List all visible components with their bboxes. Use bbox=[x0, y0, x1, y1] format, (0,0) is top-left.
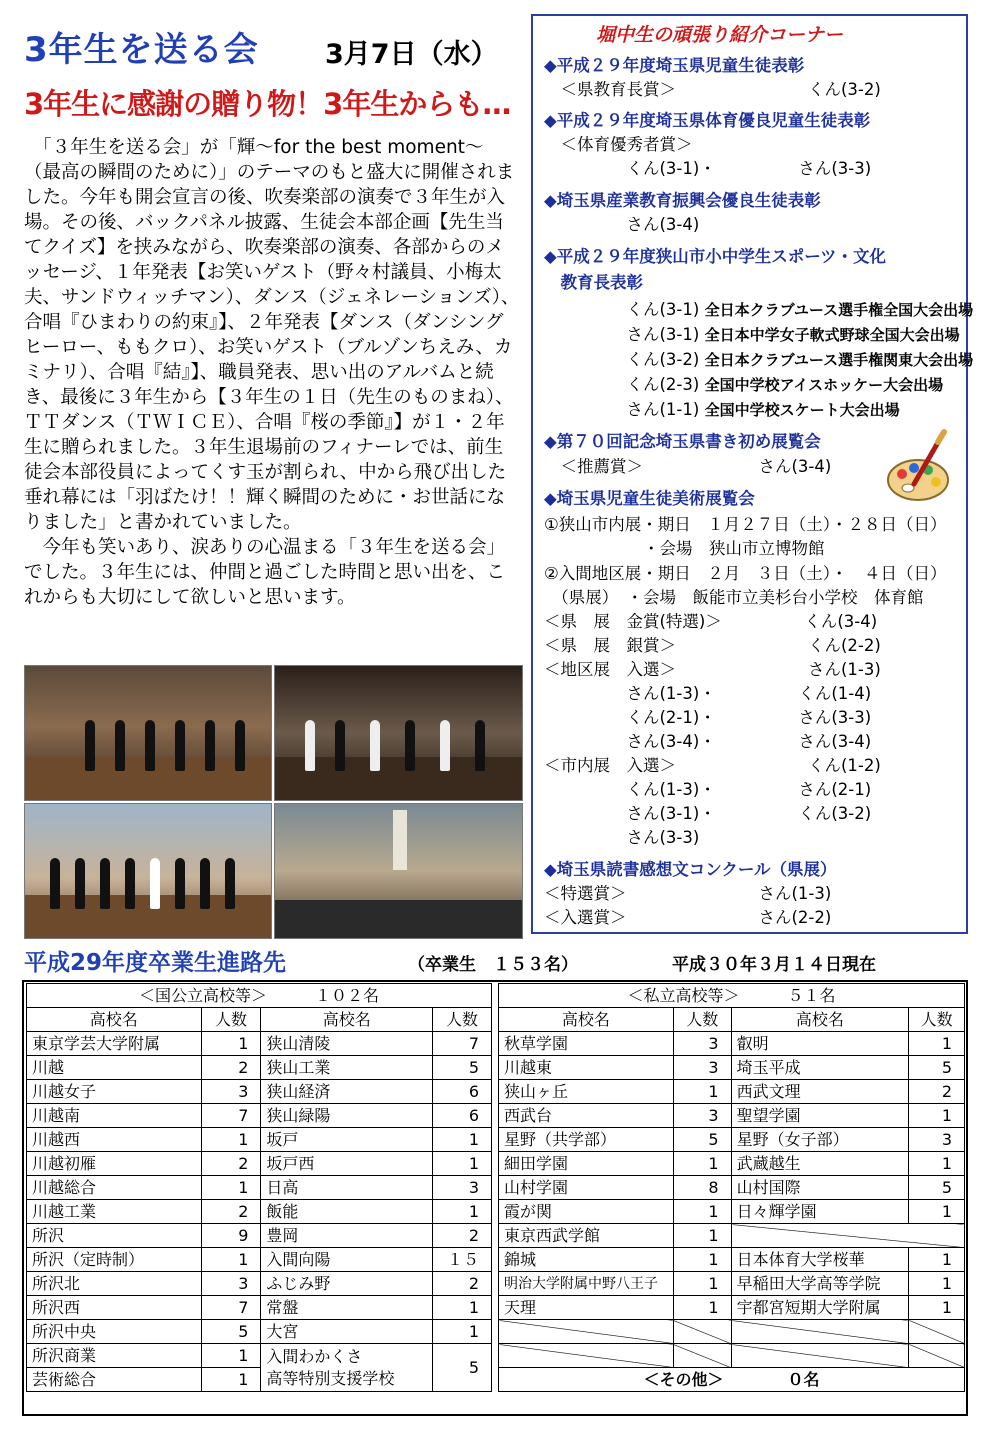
student-count: 1 bbox=[433, 1200, 492, 1224]
student-count: 3 bbox=[673, 1056, 731, 1080]
school-name: 川越南 bbox=[27, 1104, 202, 1128]
school-name: 所沢 bbox=[27, 1224, 202, 1248]
student-count: 1 bbox=[673, 1296, 731, 1320]
award-line: くん(3-2) 全日本クラブユース選手権関東大会出場 bbox=[544, 350, 974, 369]
student-count: 1 bbox=[909, 1248, 965, 1272]
table-row bbox=[499, 1344, 965, 1368]
award-line: さん(3-1)・ くん(3-2) bbox=[544, 804, 872, 823]
student-count: 2 bbox=[201, 1152, 261, 1176]
student-count: 1 bbox=[433, 1320, 492, 1344]
empty-cell bbox=[673, 1320, 731, 1344]
student-count: 1 bbox=[909, 1104, 965, 1128]
student-count: 9 bbox=[201, 1224, 261, 1248]
student-count: 1 bbox=[673, 1152, 731, 1176]
student-count: 1 bbox=[673, 1080, 731, 1104]
award-line: さん(3-3) bbox=[544, 828, 700, 847]
award-heading: ◆平成２９年度狭山市小中学生スポーツ・文化 bbox=[544, 247, 887, 266]
school-name: 早稲田大学高等学院 bbox=[731, 1272, 909, 1296]
school-name: 聖望学園 bbox=[731, 1104, 909, 1128]
table-row bbox=[27, 1032, 492, 1056]
school-name: 入間向陽 bbox=[261, 1248, 433, 1272]
student-count: 1 bbox=[909, 1152, 965, 1176]
award-heading: ◆埼玉県読書感想文コンクール（県展） bbox=[544, 860, 837, 879]
award-line: くん(1-3)・ さん(2-1) bbox=[544, 780, 872, 799]
school-name: 西武文理 bbox=[731, 1080, 909, 1104]
column-count: 人数 bbox=[673, 1008, 731, 1032]
student-count: 6 bbox=[433, 1080, 492, 1104]
award-line: ＜県教育長賞＞ くん(3-2) bbox=[544, 80, 881, 99]
award-line: さん(3-4)・ さん(3-4) bbox=[544, 732, 872, 751]
award-line: ＜市内展 入選＞ くん(1-2) bbox=[544, 756, 881, 775]
student-count: 8 bbox=[673, 1176, 731, 1200]
student-count: 6 bbox=[433, 1104, 492, 1128]
award-heading: 教育長表彰 bbox=[544, 273, 643, 292]
award-line: くん(2-1)・ さん(3-3) bbox=[544, 708, 872, 727]
table-row bbox=[499, 1056, 965, 1080]
school-name: 坂戸 bbox=[261, 1128, 433, 1152]
award-heading: ◆埼玉県産業教育振興会優良生徒表彰 bbox=[544, 191, 821, 210]
school-name: 狭山ヶ丘 bbox=[499, 1080, 674, 1104]
award-line: くん(2-3) 全国中学校アイスホッケー大会出場 bbox=[544, 375, 944, 394]
school-name: 狭山緑陽 bbox=[261, 1104, 433, 1128]
student-count: 1 bbox=[433, 1128, 492, 1152]
table-row bbox=[27, 1248, 492, 1272]
table-row bbox=[27, 1104, 492, 1128]
award-line: さん(3-1) 全日本中学女子軟式野球全国大会出場 bbox=[544, 325, 960, 344]
award-line: ＜特選賞＞ さん(1-3) bbox=[544, 884, 832, 903]
table-row bbox=[499, 1152, 965, 1176]
school-name: 埼玉平成 bbox=[731, 1056, 909, 1080]
school-name: 武蔵越生 bbox=[731, 1152, 909, 1176]
empty-cell bbox=[731, 1320, 909, 1344]
column-count: 人数 bbox=[201, 1008, 261, 1032]
school-name: 常盤 bbox=[261, 1296, 433, 1320]
school-name: 所沢（定時制） bbox=[27, 1248, 202, 1272]
student-count: 1 bbox=[673, 1248, 731, 1272]
award-line: くん(3-1) 全日本クラブユース選手権全国大会出場 bbox=[544, 300, 974, 319]
event-photo-1 bbox=[24, 665, 272, 801]
student-count: 1 bbox=[201, 1248, 261, 1272]
table-row bbox=[499, 1104, 965, 1128]
empty-cell bbox=[909, 1320, 965, 1344]
article-title: 3年生を送る会 bbox=[24, 30, 259, 70]
school-name: 明治大学附属中野八王子 bbox=[499, 1272, 674, 1296]
school-name: ふじみ野 bbox=[261, 1272, 433, 1296]
school-name: 大宮 bbox=[261, 1320, 433, 1344]
empty-cell bbox=[731, 1224, 964, 1248]
school-name: 霞が関 bbox=[499, 1200, 674, 1224]
table-row bbox=[499, 1176, 965, 1200]
table-row bbox=[499, 1272, 965, 1296]
school-name: 川越工業 bbox=[27, 1200, 202, 1224]
student-count: 3 bbox=[201, 1080, 261, 1104]
school-name: 錦城 bbox=[499, 1248, 674, 1272]
school-name: 秋草学園 bbox=[499, 1032, 674, 1056]
school-name: 狭山工業 bbox=[261, 1056, 433, 1080]
student-count: 1 bbox=[201, 1032, 261, 1056]
paint-palette-icon bbox=[884, 428, 956, 504]
award-line: ②入間地区展・期日 ２月 ３日（土）・ ４日（日） bbox=[544, 564, 947, 583]
student-count: １５ bbox=[433, 1248, 492, 1272]
student-count: 1 bbox=[673, 1200, 731, 1224]
student-count: 5 bbox=[433, 1344, 492, 1392]
award-line: ＜体育優秀者賞＞ bbox=[544, 135, 693, 154]
award-line: ＜県 展 金賞(特選)＞ くん(3-4) bbox=[544, 612, 878, 631]
student-count: 7 bbox=[433, 1032, 492, 1056]
student-count: 1 bbox=[433, 1152, 492, 1176]
student-count: 3 bbox=[673, 1104, 731, 1128]
public-header: ＜国公立高校等＞ １０２名 bbox=[27, 984, 492, 1008]
school-name: 川越東 bbox=[499, 1056, 674, 1080]
corner-title: 堀中生の頑張り紹介コーナー bbox=[596, 24, 844, 46]
banner-icon bbox=[393, 810, 407, 870]
empty-cell bbox=[673, 1344, 731, 1368]
school-name: 所沢西 bbox=[27, 1296, 202, 1320]
student-count: 7 bbox=[201, 1296, 261, 1320]
student-count: 3 bbox=[909, 1128, 965, 1152]
school-name: 星野（女子部） bbox=[731, 1128, 909, 1152]
empty-cell bbox=[909, 1344, 965, 1368]
article-date: 3月7日（水） bbox=[325, 39, 498, 70]
table-row bbox=[27, 1176, 492, 1200]
table-row bbox=[499, 1080, 965, 1104]
event-photo-2 bbox=[274, 665, 523, 801]
empty-cell bbox=[499, 1320, 674, 1344]
school-name: 細田学園 bbox=[499, 1152, 674, 1176]
graduate-count: （卒業生 １５３名） bbox=[408, 955, 578, 975]
table-row bbox=[27, 1152, 492, 1176]
school-name: 日高 bbox=[261, 1176, 433, 1200]
award-line: さん(3-4) bbox=[544, 215, 700, 234]
school-name: 川越 bbox=[27, 1056, 202, 1080]
school-name: 川越女子 bbox=[27, 1080, 202, 1104]
school-name bbox=[261, 1344, 433, 1392]
column-school: 高校名 bbox=[499, 1008, 674, 1032]
table-row bbox=[27, 1056, 492, 1080]
school-name: 川越総合 bbox=[27, 1176, 202, 1200]
school-name: 日々輝学園 bbox=[731, 1200, 909, 1224]
award-line: ・会場 狭山市立博物館 bbox=[544, 539, 825, 558]
school-name: 飯能 bbox=[261, 1200, 433, 1224]
student-count: 2 bbox=[433, 1272, 492, 1296]
school-name: 宇都宮短期大学附属 bbox=[731, 1296, 909, 1320]
student-count: 1 bbox=[201, 1344, 261, 1368]
student-count: 1 bbox=[673, 1272, 731, 1296]
award-heading: ◆第７０回記念埼玉県書き初め展覧会 bbox=[544, 432, 821, 451]
article-subtitle: 3年生に感謝の贈り物！3年生からも… bbox=[24, 87, 511, 121]
award-heading: ◆埼玉県児童生徒美術展覧会 bbox=[544, 489, 755, 508]
student-count: 5 bbox=[909, 1176, 965, 1200]
award-line: ①狭山市内展・期日 １月２７日（土）・２８日（日） bbox=[544, 515, 947, 534]
student-count: 1 bbox=[673, 1224, 731, 1248]
school-name: 川越西 bbox=[27, 1128, 202, 1152]
school-name: 芸術総合 bbox=[27, 1368, 202, 1392]
column-school: 高校名 bbox=[731, 1008, 909, 1032]
school-name: 天理 bbox=[499, 1296, 674, 1320]
school-name: 狭山経済 bbox=[261, 1080, 433, 1104]
column-school: 高校名 bbox=[27, 1008, 202, 1032]
table-row bbox=[27, 1296, 492, 1320]
award-line: ＜推薦賞＞ さん(3-4) bbox=[544, 457, 832, 476]
career-title: 平成29年度卒業生進路先 bbox=[24, 950, 287, 976]
student-count: 3 bbox=[201, 1272, 261, 1296]
student-count: 1 bbox=[909, 1032, 965, 1056]
school-name: 坂戸西 bbox=[261, 1152, 433, 1176]
student-count: 3 bbox=[673, 1032, 731, 1056]
school-name: 所沢北 bbox=[27, 1272, 202, 1296]
table-row bbox=[27, 1200, 492, 1224]
column-school: 高校名 bbox=[261, 1008, 433, 1032]
school-name: 叡明 bbox=[731, 1032, 909, 1056]
student-count: 7 bbox=[201, 1104, 261, 1128]
student-count: 2 bbox=[201, 1200, 261, 1224]
award-heading: ◆平成２９年度埼玉県児童生徒表彰 bbox=[544, 56, 805, 75]
school-name-line: 入間わかくさ bbox=[266, 1346, 363, 1366]
student-count: 1 bbox=[909, 1296, 965, 1320]
table-row bbox=[27, 1272, 492, 1296]
student-count: 3 bbox=[433, 1176, 492, 1200]
school-name: 山村国際 bbox=[731, 1176, 909, 1200]
award-line: （県展） ・会場 飯能市立美杉台小学校 体育館 bbox=[544, 588, 924, 607]
table-row bbox=[499, 1320, 965, 1344]
award-line: さん(1-3)・ くん(1-4) bbox=[544, 684, 872, 703]
school-name-line: 高等特別支援学校 bbox=[266, 1368, 395, 1388]
student-count: 1 bbox=[909, 1272, 965, 1296]
table-row bbox=[27, 1224, 492, 1248]
award-line: ＜入選賞＞ さん(2-2) bbox=[544, 908, 832, 927]
school-name: 豊岡 bbox=[261, 1224, 433, 1248]
table-row bbox=[27, 1344, 492, 1368]
award-event: 全国中学校アイスホッケー大会出場 bbox=[704, 376, 944, 394]
school-name: 山村学園 bbox=[499, 1176, 674, 1200]
award-heading: ◆平成２９年度埼玉県体育優良児童生徒表彰 bbox=[544, 111, 871, 130]
other-count: ＜その他＞ ０名 bbox=[499, 1368, 965, 1392]
table-row bbox=[499, 1032, 965, 1056]
school-name: 日本体育大学桜華 bbox=[731, 1248, 909, 1272]
school-name: 狭山清陵 bbox=[261, 1032, 433, 1056]
student-count: 1 bbox=[201, 1176, 261, 1200]
school-name: 東京西武学館 bbox=[499, 1224, 674, 1248]
table-row bbox=[499, 1200, 965, 1224]
student-count: 1 bbox=[201, 1128, 261, 1152]
school-name: 東京学芸大学附属 bbox=[27, 1032, 202, 1056]
award-event: 全日本中学女子軟式野球全国大会出場 bbox=[704, 326, 960, 344]
student-count: 1 bbox=[433, 1296, 492, 1320]
public-schools-table bbox=[26, 983, 492, 1392]
student-count: 2 bbox=[201, 1056, 261, 1080]
article-body: 「３年生を送る会」が「輝～for the best moment～（最高の瞬間のために）」のテーマのもと盛大に開催されました。今年も開会宣言の後、吹奏楽部の演奏で３年生が入場。その後、バックパネル披露、生徒会本部企画【先生当てクイズ】を挟みながら、吹奏楽部の演奏、各部からのメッセージ、１年発表【お笑いゲスト（野々村議員、小梅太夫、サンドウィッチマン）、ダンス（ジェネレーションズ）、合唱『ひまわりの約束』】、２年発表【ダンス（ダンシングヒーロー、ももクロ）、お笑いゲスト（ブルゾンちえみ、カミナリ）、合唱『結』】、職員発表、思い出のアルバムと続き、最後に３年生から【３年生の１日（先生のものまね）、ＴＴダンス（ＴＷＩＣＥ）、合唱『桜の季節』】が１・２年生に贈られました。３年生退場前のフィナーレでは、前生徒会本部役員によってくす玉が割られ、中から飛び出した垂れ幕には「羽ばたけ！！輝く瞬間のために・お世話になりました」と書かれていました。 今年も笑いあり、涙ありの心温まる「３年生を送る会」でした。３年生には、仲間と過ごした時間と思い出を、これからも大切にして欲しいと思います。 bbox=[24, 137, 520, 608]
empty-cell bbox=[499, 1344, 674, 1368]
school-name: 西武台 bbox=[499, 1104, 674, 1128]
as-of-date: 平成３０年３月１４日現在 bbox=[672, 955, 876, 975]
event-photo-3 bbox=[24, 803, 272, 939]
student-count: 5 bbox=[433, 1056, 492, 1080]
student-count: 5 bbox=[673, 1128, 731, 1152]
table-row bbox=[27, 1080, 492, 1104]
school-name: 川越初雁 bbox=[27, 1152, 202, 1176]
award-line: ＜県 展 銀賞＞ くん(2-2) bbox=[544, 636, 881, 655]
student-count: 2 bbox=[433, 1224, 492, 1248]
column-count: 人数 bbox=[909, 1008, 965, 1032]
table-row bbox=[499, 1248, 965, 1272]
school-name: 星野（共学部） bbox=[499, 1128, 674, 1152]
student-count: 2 bbox=[909, 1080, 965, 1104]
student-count: 5 bbox=[909, 1056, 965, 1080]
school-name: 所沢商業 bbox=[27, 1344, 202, 1368]
award-line: ＜地区展 入選＞ さん(1-3) bbox=[544, 660, 881, 679]
column-count: 人数 bbox=[433, 1008, 492, 1032]
student-count: 5 bbox=[201, 1320, 261, 1344]
table-row bbox=[499, 1224, 965, 1248]
table-row bbox=[499, 1128, 965, 1152]
award-event: 全日本クラブユース選手権全国大会出場 bbox=[704, 301, 974, 319]
school-name: 所沢中央 bbox=[27, 1320, 202, 1344]
table-row bbox=[27, 1320, 492, 1344]
private-schools-table bbox=[498, 983, 965, 1392]
student-count: 1 bbox=[909, 1200, 965, 1224]
student-count: 1 bbox=[201, 1368, 261, 1392]
table-row bbox=[499, 1296, 965, 1320]
event-photo-4 bbox=[274, 803, 523, 939]
award-line: さん(1-1) 全国中学校スケート大会出場 bbox=[544, 400, 900, 419]
private-header: ＜私立高校等＞ ５１名 bbox=[499, 984, 965, 1008]
award-line: くん(3-1)・ さん(3-3) bbox=[544, 159, 872, 178]
award-event: 全国中学校スケート大会出場 bbox=[704, 401, 900, 419]
empty-cell bbox=[731, 1344, 909, 1368]
table-row bbox=[27, 1128, 492, 1152]
award-event: 全日本クラブユース選手権関東大会出場 bbox=[704, 351, 974, 369]
